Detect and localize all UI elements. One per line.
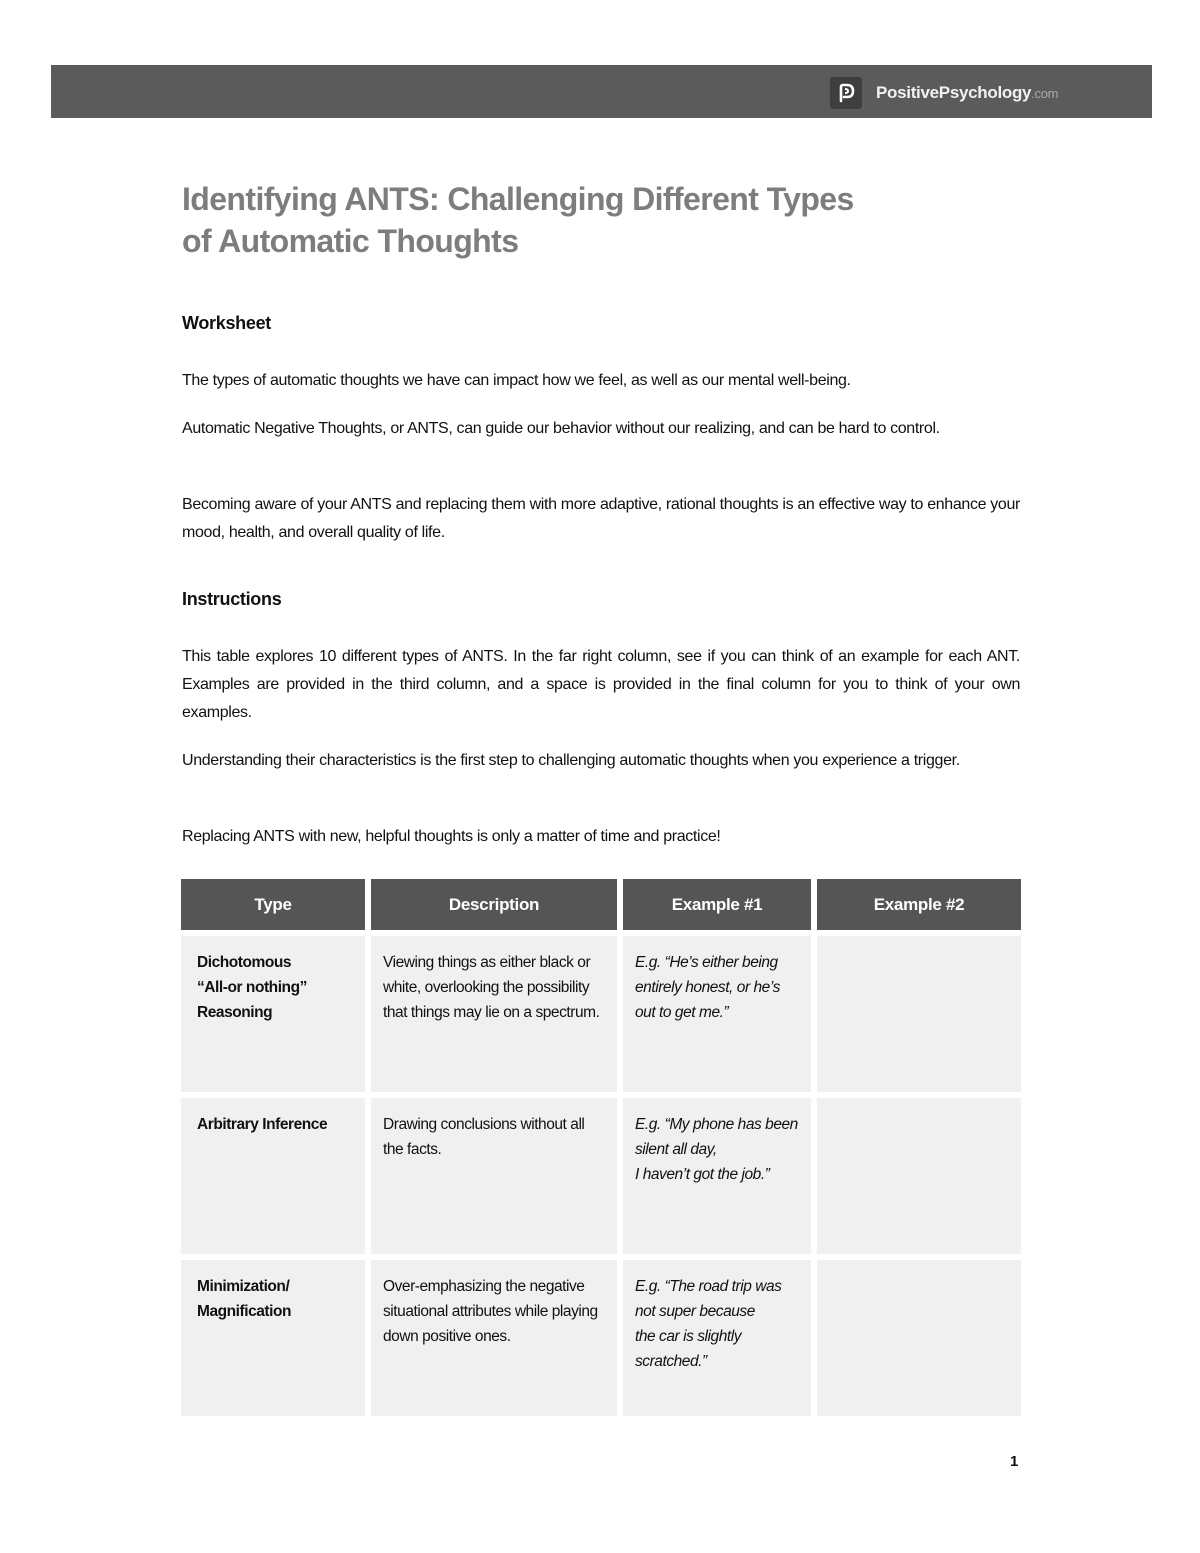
- column-header-example-1: Example #1: [623, 879, 811, 930]
- instructions-paragraph: Understanding their characteristics is the first step to challenging automatic thoughts when you experience a trigger.: [182, 752, 960, 769]
- page-title: Identifying ANTS: Challenging Different Types of Automatic Thoughts: [182, 181, 854, 259]
- ant-type-cell: Dichotomous “All-or nothing” Reasoning: [181, 936, 365, 1092]
- ant-type-cell: Arbitrary Inference: [181, 1098, 365, 1254]
- ant-example-1-cell: E.g. “He’s either being entirely honest, or he’s out to get me.”: [623, 936, 811, 1092]
- worksheet-paragraph: Becoming aware of your ANTS and replacing them with more adaptive, rational thoughts is an effective way to enhance your mood, health, and overall quality of life.: [182, 496, 1020, 541]
- column-header-example-2: Example #2: [817, 879, 1021, 930]
- instructions-paragraph: Replacing ANTS with new, helpful thoughts is only a matter of time and practice!: [182, 828, 721, 845]
- worksheet-heading: Worksheet: [182, 313, 271, 333]
- brand-name-main: PositivePsychology: [876, 83, 1032, 102]
- table-header-row: [181, 879, 1021, 930]
- table-row: [181, 1098, 1021, 1254]
- ant-type-cell: Minimization/ Magnification: [181, 1260, 365, 1416]
- positivepsychology-logo-icon: [830, 77, 862, 109]
- instructions-heading: Instructions: [182, 589, 282, 609]
- ants-table: [181, 879, 1021, 1416]
- worksheet-paragraph: Automatic Negative Thoughts, or ANTS, can guide our behavior without our realizing, and can be hard to control.: [182, 420, 940, 437]
- header-bar: [51, 65, 1152, 118]
- ant-description-cell: Over-emphasizing the negative situational attributes while playing down positive ones.: [371, 1260, 617, 1416]
- ant-example-1-cell: E.g. “My phone has been silent all day, I haven’t got the job.”: [623, 1098, 811, 1254]
- ant-example-1-cell: E.g. “The road trip was not super because the car is slightly scratched.”: [623, 1260, 811, 1416]
- ant-example-2-cell[interactable]: [817, 1098, 1021, 1254]
- column-header-description: Description: [371, 879, 617, 930]
- worksheet-paragraph: The types of automatic thoughts we have can impact how we feel, as well as our mental well-being.: [182, 372, 851, 389]
- column-header-type: Type: [181, 879, 365, 930]
- page-number: 1: [1010, 1453, 1019, 1470]
- instructions-paragraph: This table explores 10 different types of ANTS. In the far right column, see if you can think of an example for each ANT. Examples are provided in the third column, and a space is provided in the final column for you to think of your own examples.: [182, 648, 1020, 721]
- brand-logo: [830, 77, 1058, 109]
- brand-name-suffix: .com: [1031, 86, 1059, 101]
- brand-name: [876, 83, 1058, 103]
- ant-example-2-cell[interactable]: [817, 1260, 1021, 1416]
- ant-example-2-cell[interactable]: [817, 936, 1021, 1092]
- ant-description-cell: Viewing things as either black or white, overlooking the possibility that things may lie on a spectrum.: [371, 936, 617, 1092]
- ant-description-cell: Drawing conclusions without all the facts.: [371, 1098, 617, 1254]
- table-row: [181, 936, 1021, 1092]
- table-row: [181, 1260, 1021, 1416]
